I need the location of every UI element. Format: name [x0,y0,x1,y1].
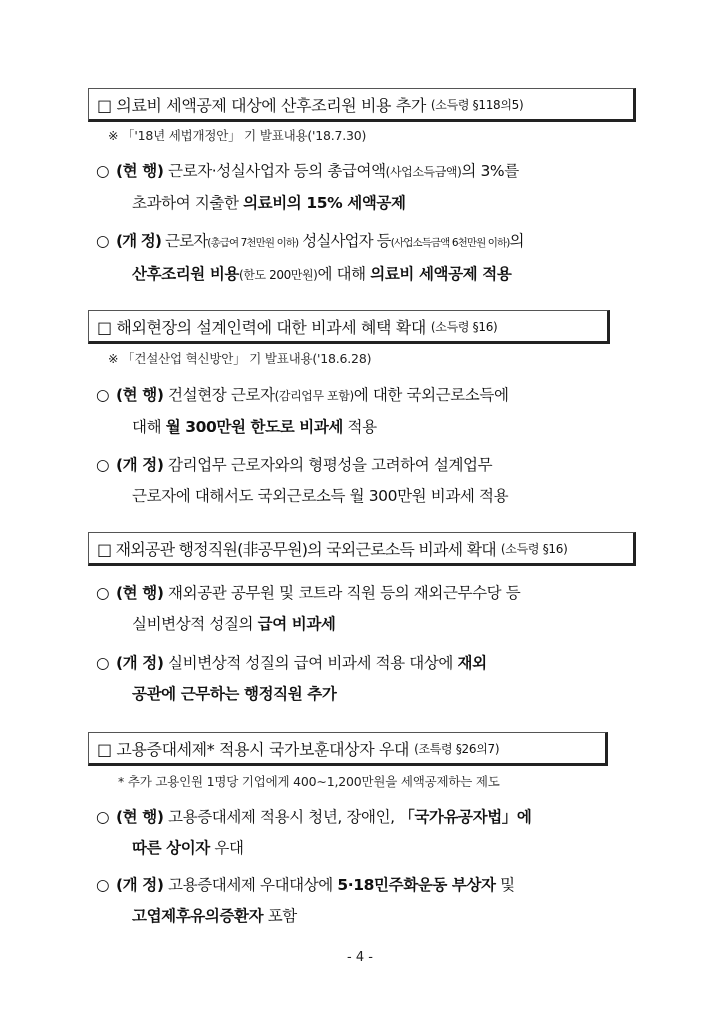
revised-rule-item [96,226,642,291]
revised-rule-item [96,870,642,932]
item-text: 건설현장 근로자 [163,386,275,404]
item-text: 및 [495,876,515,894]
item-text: 감리업무 근로자와의 형평성을 고려하여 설계업무 [163,456,493,474]
item-text: 근로자에 대해서도 국외근로소득 월 300만원 비과세 적용 [132,487,509,505]
item-text: 실비변상적 성질의 급여 비과세 적용 대상에 [163,654,458,672]
item-text: 적용 [343,418,377,436]
bullet-circle: ○ [96,232,109,250]
item-text: 재외공관 공무원 및 코트라 직원 등의 재외근무수당 등 [163,584,521,602]
bullet-circle: ○ [96,876,110,894]
section-note: ※ 「'18년 세법개정안」 기 발표내용('18.7.30) [108,128,367,143]
item-text: 에 대해 [317,265,371,283]
item-text: 고용증대세제 적용시 청년, 장애인, [163,808,400,826]
item-bold-text: 고엽제후유의증환자 [132,907,264,925]
item-small-text: (한도 200만원) [239,268,318,282]
bullet-circle: ○ [96,584,110,602]
item-text: 고용증대세제 우대대상에 [163,876,338,894]
item-small-text: (총급여 7천만원 이하) [207,237,299,249]
bullet-circle: ○ [96,386,110,404]
section-header-medical-deduction [88,88,636,122]
section-title: □ 고용증대세제* 적용시 국가보훈대상자 우대 [97,739,410,759]
section-header-employment-tax [88,732,608,766]
current-tag: (현 행) [116,584,164,602]
current-tag: (현 행) [116,808,164,826]
current-tag: (현 행) [116,386,164,404]
current-tag: (현 행) [116,162,164,180]
page-number: - 4 - [347,950,373,965]
revised-tag: (개 정) [116,654,164,672]
section-reference: (소득령 §16) [500,541,568,556]
bullet-circle: ○ [96,456,110,474]
item-text: 에 대한 국외근로소득에 [353,386,509,404]
bullet-circle: ○ [96,808,110,826]
section-header-overseas-design [88,310,610,344]
section-note: ※ 「건설산업 혁신방안」 기 발표내용('18.6.28) [108,351,372,366]
item-bold-text: 재외 [457,654,487,672]
item-small-text: (사업소득금액 6천만원 이하) [390,237,510,249]
current-rule-item [96,802,642,864]
revised-rule-item [96,450,642,512]
item-bold-text: 5·18민주화운동 부상자 [337,876,496,894]
bullet-circle: ○ [96,162,110,180]
section-title: □ 재외공관 행정직원(非공무원)의 국외근로소득 비과세 확대 [97,539,496,559]
item-small-text: (감리업무 포함) [274,389,354,403]
section-reference: (소득령 §16) [430,319,498,334]
item-text: 근로자·성실사업자 등의 총급여액 [163,162,386,180]
revised-tag: (개 정) [116,876,164,894]
section-footnote: * 추가 고용인원 1명당 기업에게 400∼1,200만원을 세액공제하는 제도 [118,774,500,789]
section-title: □ 해외현장의 설계인력에 대한 비과세 혜택 확대 [97,317,426,337]
item-bold-text: 「국가유공자법」에 [399,808,532,826]
item-bold-text: 산후조리원 비용 [132,265,240,283]
item-text: 우대 [209,839,244,857]
item-text: 근로자 [161,232,208,250]
revised-tag: (개 정) [116,232,162,250]
current-rule-item [96,578,642,640]
item-bold-text: 공관에 근무하는 행정직원 추가 [132,685,337,703]
item-text: 초과하여 지출한 [132,194,244,212]
item-text: 의 3%를 [461,162,519,180]
item-bold-text: 의료비 세액공제 적용 [370,265,512,283]
section-header-embassy-staff [88,532,636,566]
item-text: 성실사업자 등 [298,232,391,250]
revised-tag: (개 정) [116,456,164,474]
item-small-text: (사업소득금액) [385,165,462,179]
item-bold-text: 월 300만원 한도로 비과세 [165,418,343,436]
current-rule-item [96,156,642,219]
section-title: □ 의료비 세액공제 대상에 산후조리원 비용 추가 [97,95,426,115]
bullet-circle: ○ [96,654,110,672]
item-text: 대해 [132,418,166,436]
section-reference: (소득령 §118의5) [430,97,524,112]
item-text: 포함 [263,907,297,925]
item-bold-text: 의료비의 15% 세액공제 [243,194,406,212]
item-bold-text: 따른 상이자 [132,839,210,857]
item-text: 실비변상적 성질의 [132,615,258,633]
item-bold-text: 급여 비과세 [257,615,336,633]
item-text: 의 [509,232,524,250]
current-rule-item [96,380,642,443]
revised-rule-item [96,648,642,710]
section-reference: (조특령 §26의7) [414,741,500,756]
